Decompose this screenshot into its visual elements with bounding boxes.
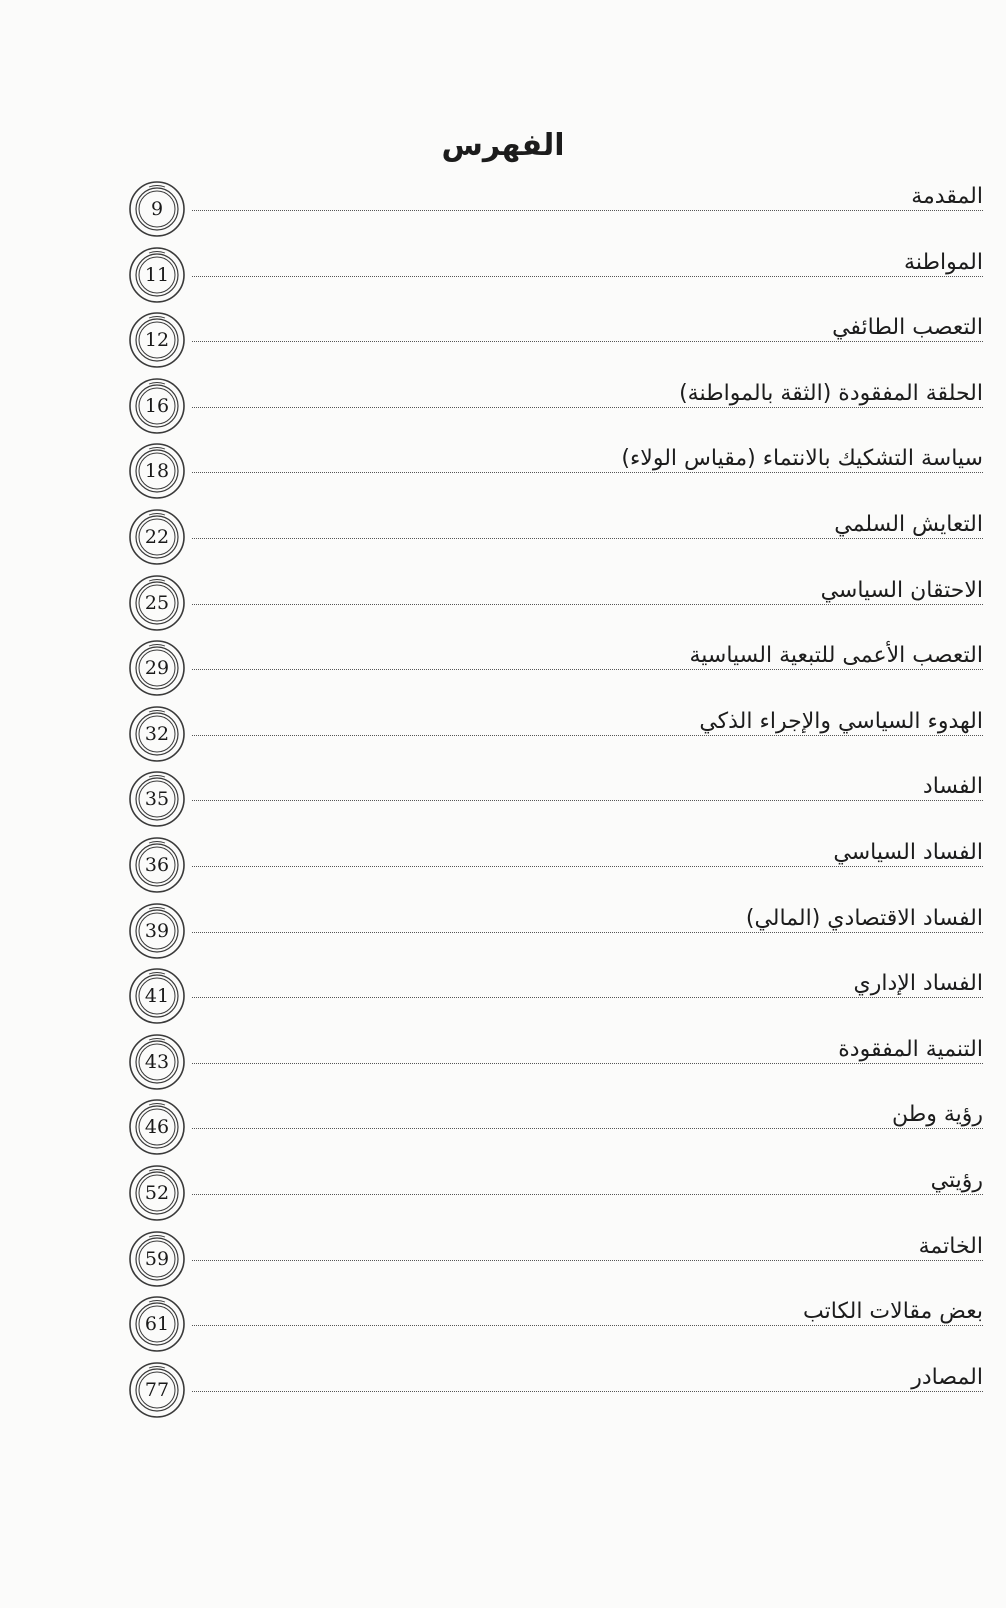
toc-entry-title: الحلقة المفقودة (الثقة بالمواطنة) bbox=[675, 381, 983, 406]
page-stamp-icon bbox=[128, 574, 186, 632]
toc-entry bbox=[128, 967, 983, 1027]
page-stamp-icon bbox=[128, 508, 186, 566]
toc-entry-title: الهدوء السياسي والإجراء الذكي bbox=[695, 709, 983, 734]
toc-page-number: 43 bbox=[144, 1050, 170, 1073]
toc-entry bbox=[128, 442, 983, 502]
dot-leader bbox=[192, 932, 983, 933]
toc-page-number: 52 bbox=[144, 1182, 170, 1204]
toc-entry-title: رؤيتي bbox=[927, 1168, 983, 1193]
dot-leader bbox=[192, 997, 983, 998]
page-stamp-icon bbox=[128, 705, 186, 763]
toc-entry-title: التعصب الأعمى للتبعية السياسية bbox=[685, 643, 983, 668]
toc-entry bbox=[128, 705, 983, 765]
page-stamp-icon bbox=[128, 1033, 186, 1091]
page-stamp-icon bbox=[128, 639, 186, 697]
dot-leader bbox=[192, 1194, 983, 1195]
page-stamp-icon bbox=[128, 442, 186, 500]
toc-entry-title: رؤية وطن bbox=[888, 1102, 983, 1127]
page-stamp-icon bbox=[128, 311, 186, 369]
toc-entry-title: الفساد السياسي bbox=[829, 840, 983, 865]
toc-entry-title: سياسة التشكيك بالانتماء (مقياس الولاء) bbox=[617, 446, 983, 471]
page-stamp-icon bbox=[128, 836, 186, 894]
table-of-contents bbox=[128, 180, 983, 1450]
toc-page-number: 77 bbox=[144, 1378, 170, 1401]
toc-entry bbox=[128, 1098, 983, 1158]
page-stamp-icon bbox=[128, 246, 186, 304]
page-stamp-icon bbox=[128, 377, 186, 435]
toc-entry-title: الاحتقان السياسي bbox=[817, 578, 983, 603]
dot-leader bbox=[192, 669, 983, 670]
toc-entry bbox=[128, 1230, 983, 1290]
toc-page-number: 11 bbox=[144, 263, 170, 286]
dot-leader bbox=[192, 1128, 983, 1129]
dot-leader bbox=[192, 276, 983, 277]
toc-entry-title: المقدمة bbox=[907, 184, 983, 209]
toc-entry bbox=[128, 180, 983, 240]
toc-entry-title: الفساد الاقتصادي (المالي) bbox=[742, 906, 983, 931]
toc-entry-title: التعايش السلمي bbox=[830, 512, 983, 537]
toc-page-number: 29 bbox=[144, 657, 170, 680]
toc-page-number: 36 bbox=[144, 854, 170, 876]
toc-page-number: 25 bbox=[144, 591, 170, 614]
toc-page-number: 46 bbox=[144, 1116, 170, 1139]
toc-page-number: 35 bbox=[144, 788, 170, 811]
toc-entry bbox=[128, 902, 983, 962]
page-stamp-icon bbox=[128, 770, 186, 828]
toc-entry bbox=[128, 574, 983, 634]
page-stamp-icon bbox=[128, 1230, 186, 1288]
toc-entry bbox=[128, 1361, 983, 1421]
dot-leader bbox=[192, 210, 983, 211]
dot-leader bbox=[192, 407, 983, 408]
toc-page-number: 16 bbox=[144, 394, 170, 417]
dot-leader bbox=[192, 1063, 983, 1064]
toc-entry bbox=[128, 639, 983, 699]
toc-entry-title: التنمية المفقودة bbox=[834, 1037, 983, 1062]
toc-page-number: 22 bbox=[144, 526, 170, 548]
toc-entry bbox=[128, 836, 983, 896]
page-stamp-icon bbox=[128, 1098, 186, 1156]
toc-page-number: 39 bbox=[144, 919, 170, 942]
toc-page-number: 12 bbox=[144, 329, 170, 352]
dot-leader bbox=[192, 1391, 983, 1392]
toc-entry-title: الفساد bbox=[919, 774, 983, 799]
toc-page-number: 61 bbox=[144, 1313, 170, 1336]
dot-leader bbox=[192, 1260, 983, 1261]
dot-leader bbox=[192, 800, 983, 801]
toc-entry bbox=[128, 377, 983, 437]
toc-entry-title: المصادر bbox=[907, 1365, 983, 1390]
toc-page-number: 18 bbox=[144, 460, 170, 483]
toc-entry-title: المواطنة bbox=[900, 250, 983, 275]
page-stamp-icon bbox=[128, 1295, 186, 1353]
toc-entry bbox=[128, 508, 983, 568]
toc-entry bbox=[128, 1033, 983, 1093]
toc-entry bbox=[128, 311, 983, 371]
toc-entry bbox=[128, 1295, 983, 1355]
dot-leader bbox=[192, 538, 983, 539]
toc-page-number: 41 bbox=[144, 985, 170, 1008]
dot-leader bbox=[192, 604, 983, 605]
dot-leader bbox=[192, 866, 983, 867]
toc-entry bbox=[128, 246, 983, 306]
page-stamp-icon bbox=[128, 1164, 186, 1222]
page-stamp-icon bbox=[128, 180, 186, 238]
dot-leader bbox=[192, 341, 983, 342]
page-stamp-icon bbox=[128, 1361, 186, 1419]
dot-leader bbox=[192, 472, 983, 473]
toc-page-number: 59 bbox=[144, 1247, 170, 1270]
toc-entry bbox=[128, 1164, 983, 1224]
toc-entry-title: الفساد الإداري bbox=[850, 971, 983, 996]
page-stamp-icon bbox=[128, 967, 186, 1025]
toc-entry bbox=[128, 770, 983, 830]
page-title: الفهرس bbox=[441, 128, 565, 163]
dot-leader bbox=[192, 735, 983, 736]
toc-page-number: 32 bbox=[144, 722, 170, 745]
toc-entry-title: بعض مقالات الكاتب bbox=[799, 1299, 983, 1324]
toc-entry-title: التعصب الطائفي bbox=[828, 315, 983, 340]
toc-entry-title: الخاتمة bbox=[915, 1234, 983, 1259]
toc-page-number: 9 bbox=[150, 198, 164, 220]
dot-leader bbox=[192, 1325, 983, 1326]
page-stamp-icon bbox=[128, 902, 186, 960]
